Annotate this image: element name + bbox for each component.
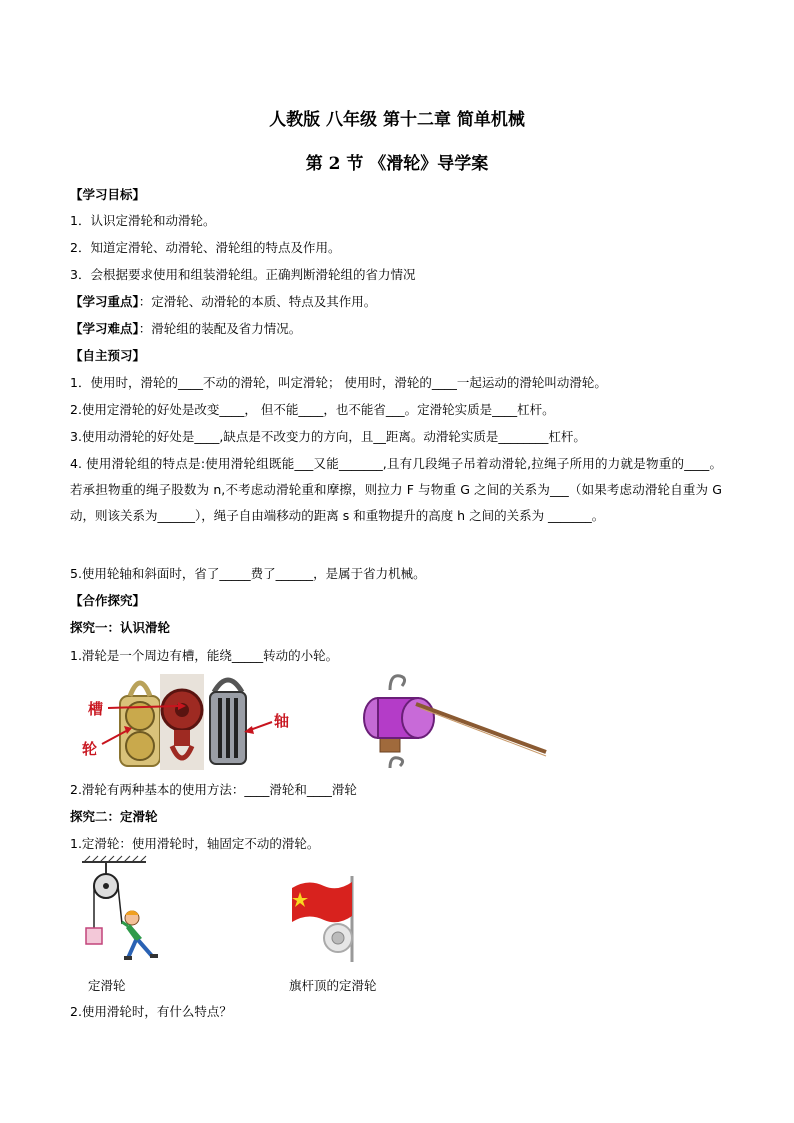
page-subtitle: 第 2 节 《滑轮》导学案 xyxy=(305,154,489,174)
axle-arrow xyxy=(250,722,272,730)
explore-one-q2: 2.滑轮有两种基本的使用方法：____滑轮和____滑轮 xyxy=(70,782,357,797)
difficulty-label: 【学习难点】 xyxy=(70,321,139,336)
difficulty-text: ：滑轮组的装配及省力情况。 xyxy=(138,321,302,336)
explore-one-q1: 1.滑轮是一个周边有槽，能绕_____转动的小轮。 xyxy=(70,648,339,663)
caption-fixed-pulley: 定滑轮 xyxy=(88,978,126,993)
objective-item-1: 1．认识定滑轮和动滑轮。 xyxy=(70,213,216,228)
objectives-heading: 【学习目标】 xyxy=(70,187,146,202)
page-title: 人教版 八年级 第十二章 简单机械 xyxy=(269,110,525,130)
preview-q1: 1．使用时，滑轮的____不动的滑轮，叫定滑轮； 使用时，滑轮的____一起运动的滑轮叫动滑轮。 xyxy=(70,375,607,390)
purple-pulley-illustration xyxy=(350,670,550,774)
key-point-label: 【学习重点】 xyxy=(70,294,139,309)
caption-flagpole-pulley: 旗杆顶的定滑轮 xyxy=(289,978,377,993)
preview-q4: 4. 使用滑轮组的特点是:使用滑轮组既能___又能_______,且有几段绳子吊着动滑轮,拉绳子所用的力就是物重的____。若承担物重的绳子股数为 n,不考虑动滑轮重和摩擦，则拉力 F 与物重 G 之间的关系为___（如果考虑动滑轮自重为 G 动，则该关系为______），绳子自由端移动的距离 s 和重物提升的高度 h 之间的关系为 _______。 xyxy=(70,456,722,523)
preview-q2: 2.使用定滑轮的好处是改变____， 但不能____，也不能省___。定滑轮实质是____杠杆。 xyxy=(70,402,555,417)
flagpole-figure xyxy=(288,872,368,964)
explore-heading: 【合作探究】 xyxy=(70,593,146,608)
worker-illustration xyxy=(122,911,158,961)
explore-two-q2: 2.使用滑轮时，有什么特点？ xyxy=(70,1004,232,1019)
preview-q3: 3.使用动滑轮的好处是____,缺点是不改变力的方向，且__距离。动滑轮实质是________杠杆。 xyxy=(70,429,586,444)
fixed-pulley-figure xyxy=(76,852,176,964)
groove-label: 槽 xyxy=(88,700,104,718)
red-pulley-photo xyxy=(160,674,204,770)
key-point-line xyxy=(70,294,376,310)
explore-two-q1: 1.定滑轮：使用滑轮时，轴固定不动的滑轮。 xyxy=(70,836,320,851)
hanging-weight xyxy=(86,928,102,944)
objective-item-2: 2．知道定滑轮、动滑轮、滑轮组的特点及作用。 xyxy=(70,240,341,255)
objective-item-3: 3．会根据要求使用和组装滑轮组。正确判断滑轮组的省力情况 xyxy=(70,267,416,282)
wheel-label: 轮 xyxy=(82,740,98,758)
pulley-photos-figure xyxy=(80,668,320,772)
explore-two-title: 探究二：定滑轮 xyxy=(70,809,158,824)
preview-q5: 5.使用轮轴和斜面时，省了_____费了______，是属于省力机械。 xyxy=(70,566,426,581)
brass-pulley-photo xyxy=(120,683,160,766)
preview-heading: 【自主预习】 xyxy=(70,348,146,363)
key-point-text: ：定滑轮、动滑轮的本质、特点及其作用。 xyxy=(138,294,377,309)
difficulty-line xyxy=(70,321,301,337)
axle-label: 轴 xyxy=(274,712,290,730)
explore-one-title: 探究一：认识滑轮 xyxy=(70,620,171,635)
grey-pulley-photo xyxy=(210,680,246,764)
